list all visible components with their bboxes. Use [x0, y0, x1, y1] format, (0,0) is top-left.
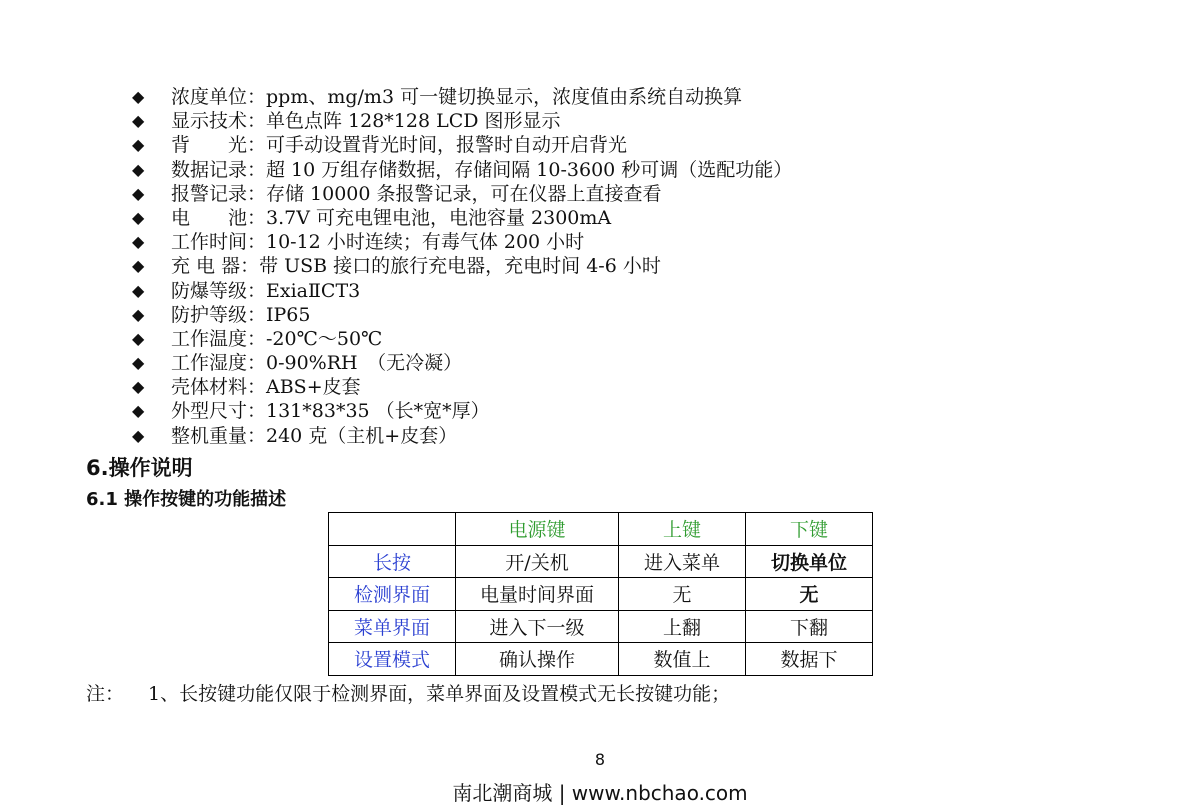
spec-item	[132, 303, 792, 327]
diamond-bullet-icon: ◆	[132, 159, 145, 179]
spec-item	[132, 109, 792, 133]
spec-item	[132, 230, 792, 254]
key-function-table	[328, 512, 873, 676]
spec-text: 工作湿度：0-90%RH （无冷凝）	[171, 352, 463, 375]
table-row	[329, 578, 873, 611]
spec-item	[132, 182, 792, 206]
table-cell: 下翻	[746, 610, 873, 643]
note-text: 1、长按键功能仅限于检测界面，菜单界面及设置模式无长按键功能；	[148, 683, 731, 705]
spec-text: 充 电 器：带 USB 接口的旅行充电器，充电时间 4-6 小时	[171, 255, 661, 278]
diamond-bullet-icon: ◆	[132, 401, 145, 421]
header-down-key: 下键	[746, 513, 873, 546]
spec-text: 壳体材料：ABS+皮套	[171, 376, 361, 399]
spec-item	[132, 206, 792, 230]
table-row	[329, 610, 873, 643]
diamond-bullet-icon: ◆	[132, 232, 145, 252]
row-label-long-press: 长按	[329, 545, 456, 578]
spec-item	[132, 279, 792, 303]
section-title: 6.操作说明	[86, 456, 193, 480]
row-label-settings-mode: 设置模式	[329, 643, 456, 676]
spec-item	[132, 85, 792, 109]
table-cell: 数值上	[619, 643, 746, 676]
spec-text: 显示技术：单色点阵 128*128 LCD 图形显示	[171, 110, 561, 133]
spec-text: 电 池：3.7V 可充电锂电池，电池容量 2300mA	[171, 206, 612, 229]
spec-text: 工作时间：10-12 小时连续；有毒气体 200 小时	[171, 231, 585, 254]
note	[86, 679, 730, 706]
table-header-row	[329, 513, 873, 546]
spec-text: 整机重量：240 克（主机+皮套）	[171, 424, 458, 447]
diamond-bullet-icon: ◆	[132, 280, 145, 300]
table-cell: 无	[746, 578, 873, 611]
row-label-menu-screen: 菜单界面	[329, 610, 456, 643]
spec-item	[132, 327, 792, 351]
header-up-key: 上键	[619, 513, 746, 546]
table-cell: 进入菜单	[619, 545, 746, 578]
row-label-detect-screen: 检测界面	[329, 578, 456, 611]
spec-text: 防爆等级：ExiaⅡCT3	[171, 279, 361, 302]
spec-text: 外型尺寸：131*83*35 （长*宽*厚）	[171, 400, 490, 423]
page-number: 8	[594, 750, 606, 769]
table-cell: 开/关机	[456, 545, 619, 578]
diamond-bullet-icon: ◆	[132, 135, 145, 155]
table-row	[329, 545, 873, 578]
diamond-bullet-icon: ◆	[132, 328, 145, 348]
diamond-bullet-icon: ◆	[132, 256, 145, 276]
spec-text: 工作温度：-20℃～50℃	[171, 327, 383, 350]
diamond-bullet-icon: ◆	[132, 111, 145, 131]
spec-text: 浓度单位：ppm、mg/m3 可一键切换显示，浓度值由系统自动换算	[171, 86, 743, 108]
note-label: 注：	[86, 683, 125, 705]
diamond-bullet-icon: ◆	[132, 304, 145, 324]
spec-item	[132, 399, 792, 423]
table-row	[329, 643, 873, 676]
spec-text: 背 光：可手动设置背光时间，报警时自动开启背光	[171, 134, 628, 157]
table-cell: 进入下一级	[456, 610, 619, 643]
spec-item	[132, 133, 792, 157]
diamond-bullet-icon: ◆	[132, 377, 145, 397]
table-cell: 确认操作	[456, 643, 619, 676]
footer-watermark: 南北潮商城 | www.nbchao.com	[452, 781, 748, 805]
spec-item	[132, 351, 792, 375]
table-corner-cell	[329, 513, 456, 546]
spec-text: 数据记录：超 10 万组存储数据，存储间隔 10-3600 秒可调（选配功能）	[171, 158, 793, 181]
table-cell: 数据下	[746, 643, 873, 676]
spec-list	[132, 85, 792, 448]
spec-item	[132, 158, 792, 182]
spec-text: 报警记录：存储 10000 条报警记录，可在仪器上直接查看	[171, 182, 662, 205]
diamond-bullet-icon: ◆	[132, 353, 145, 373]
spec-item	[132, 254, 792, 278]
diamond-bullet-icon: ◆	[132, 207, 145, 227]
table-cell: 电量时间界面	[456, 578, 619, 611]
table-cell: 切换单位	[746, 545, 873, 578]
table-cell: 无	[619, 578, 746, 611]
spec-text: 防护等级：IP65	[171, 303, 311, 326]
header-power-key: 电源键	[456, 513, 619, 546]
diamond-bullet-icon: ◆	[132, 425, 145, 445]
subsection-title: 6.1 操作按键的功能描述	[86, 489, 287, 510]
diamond-bullet-icon: ◆	[132, 87, 145, 106]
table-cell: 上翻	[619, 610, 746, 643]
diamond-bullet-icon: ◆	[132, 183, 145, 203]
spec-item	[132, 375, 792, 399]
spec-item	[132, 424, 792, 448]
